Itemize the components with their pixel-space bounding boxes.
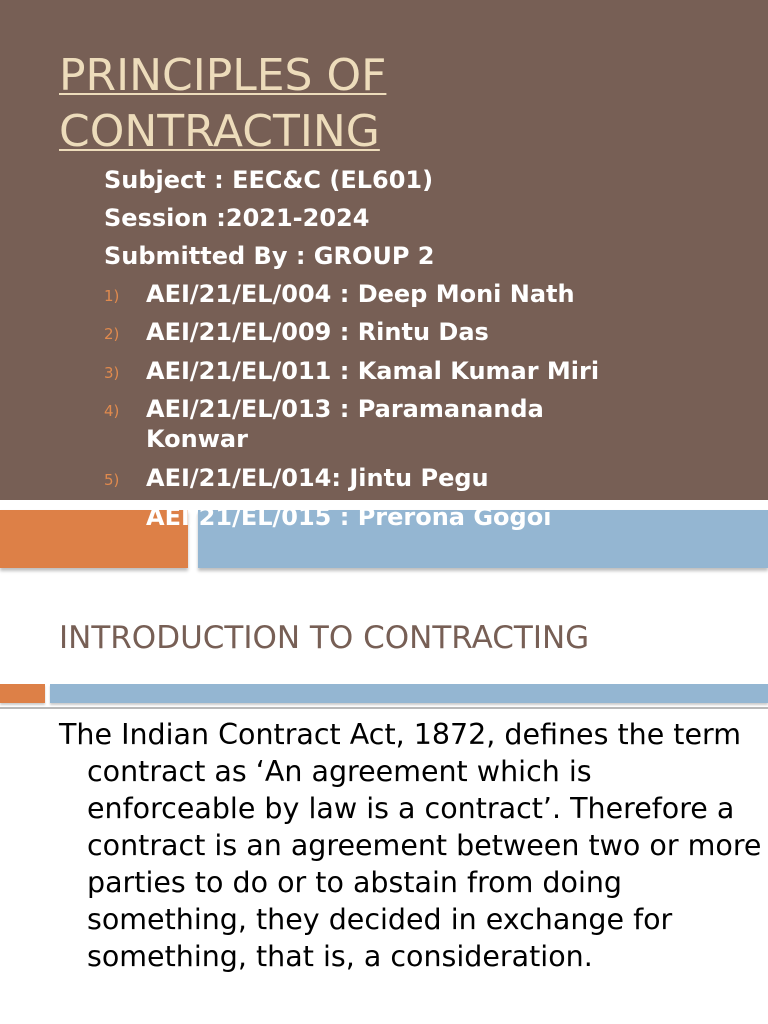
member-name: AEI/21/EL/009 : Rintu Das <box>146 318 489 346</box>
divider-line <box>0 707 768 709</box>
list-number: 1) <box>104 287 120 305</box>
member-list-item <box>104 317 744 349</box>
member-name: AEI/21/EL/013 : Paramananda Konwar <box>146 395 544 453</box>
member-list-item-overflow <box>104 502 744 532</box>
title-line-2: CONTRACTING <box>59 106 380 157</box>
accent-bar-blue-thin <box>50 684 768 703</box>
member-name: AEI/21/EL/011 : Kamal Kumar Miri <box>146 357 600 385</box>
list-number: 3) <box>104 364 120 382</box>
list-number: 4) <box>104 402 120 420</box>
list-number <box>104 502 146 504</box>
member-name: AEI/21/EL/004 : Deep Moni Nath <box>146 280 575 308</box>
member-list-item <box>104 279 744 311</box>
member-list-item <box>104 356 744 388</box>
session-line: Session :2021-2024 <box>104 204 370 232</box>
member-name: AEI/21/EL/015 : Prerona Gogoi <box>146 503 552 531</box>
presentation-title <box>59 48 386 160</box>
member-name: AEI/21/EL/014: Jintu Pegu <box>146 464 489 492</box>
member-list-item <box>104 463 744 495</box>
slide-2-body-text: The Indian Contract Act, 1872, defines the term contract as ‘An agreement which is enforceable by law is a contract’. Therefore a contract is an agreement between two or more parties to do or to abstain from doing something, they decided in exchange for something, that is, a consideration. <box>59 718 762 973</box>
title-line-1: PRINCIPLES OF <box>59 50 387 101</box>
submitted-by-line: Submitted By : GROUP 2 <box>104 242 435 270</box>
list-number: 5) <box>104 471 120 489</box>
slide-1-title <box>0 0 768 500</box>
list-number: 2) <box>104 325 120 343</box>
accent-bar-orange-small <box>0 684 45 703</box>
subject-line: Subject : EEC&C (EL601) <box>104 166 434 194</box>
slide-2-title: INTRODUCTION TO CONTRACTING <box>59 620 590 656</box>
member-list-item <box>104 394 574 454</box>
